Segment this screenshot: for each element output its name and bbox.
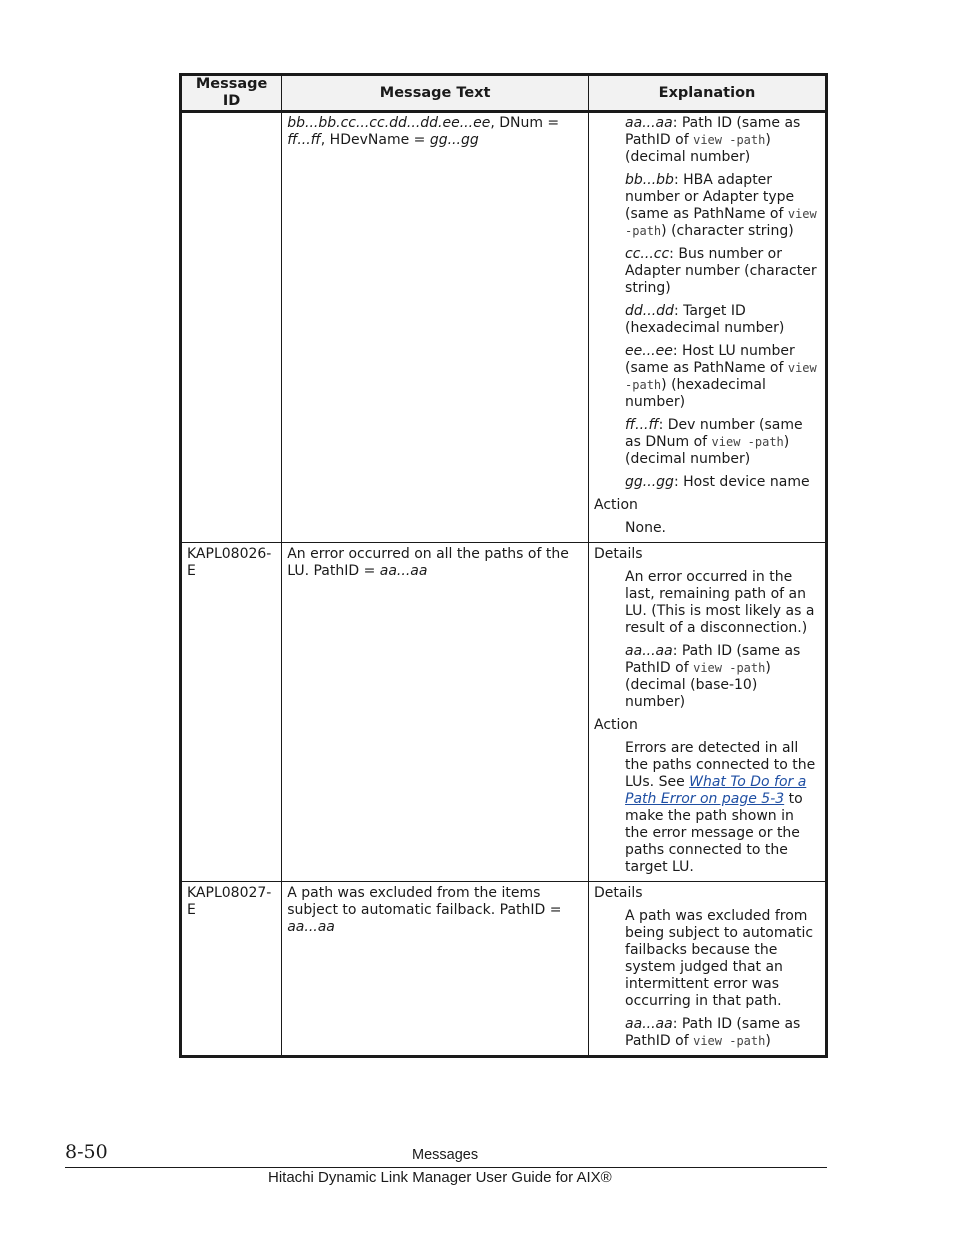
explanation-cell: [589, 882, 827, 1057]
msg-text: , HDevName =: [320, 132, 430, 148]
param-var: aa...aa: [625, 643, 673, 659]
param-desc: ) (hexadecimal number): [625, 377, 766, 410]
param-desc: : Host LU number (same as PathName of: [625, 343, 795, 376]
message-id-cell: KAPL08027-E: [181, 882, 282, 1057]
param-code: view -path: [625, 207, 817, 238]
footer-section: Messages: [412, 1147, 479, 1163]
param-cc: [625, 246, 821, 297]
path-error-link[interactable]: What To Do for a Path Error on page 5-3: [625, 774, 807, 807]
details-text: A path was excluded from being subject to automatic failbacks because the system judged that an intermittent error was occurring in that path.: [625, 908, 814, 1009]
msg-text: An error occurred on all the paths of the LU. PathID =: [287, 546, 569, 579]
param-desc: : Path ID (same as PathID of: [625, 1016, 801, 1049]
param-desc: ) (character string): [661, 223, 794, 239]
param-ee: [625, 343, 821, 411]
param-code: view -path: [625, 361, 817, 392]
msg-var-ff: ff...ff: [287, 132, 321, 148]
msg-var-gg: gg...gg: [429, 132, 479, 148]
msg-var-aa: aa...aa: [379, 563, 428, 579]
param-var: aa...aa: [625, 1016, 673, 1032]
param-var: ff...ff: [625, 417, 659, 433]
table-row: [181, 543, 827, 882]
table-header-row: [181, 75, 827, 112]
param-bb: [625, 172, 821, 240]
page-number: 8-50: [65, 1141, 108, 1163]
action-desc: to make the path shown in the error message or the paths connected to the target LU.: [625, 791, 803, 875]
param-aa: [625, 1016, 821, 1050]
param-aa: [625, 115, 821, 166]
param-desc: ) (decimal number): [625, 132, 771, 165]
message-id-cell: KAPL08026-E: [181, 543, 282, 882]
param-desc: : Dev number (same as DNum of: [625, 417, 803, 450]
message-text-cell: [282, 882, 589, 1057]
param-code: view -path: [693, 1034, 766, 1048]
action-text: [625, 740, 821, 876]
messages-table: [179, 73, 828, 1058]
message-text-cell: [282, 543, 589, 882]
param-ff: [625, 417, 821, 468]
footer-divider: [65, 1167, 827, 1168]
param-var: bb...bb: [625, 172, 674, 188]
details-label: Details: [594, 885, 643, 901]
param-desc: : Bus number or Adapter number (character string): [625, 246, 817, 296]
param-desc: ): [765, 1033, 771, 1049]
table-row: [181, 112, 827, 543]
param-desc: : Host device name: [673, 474, 810, 490]
header-message-id: Message ID: [181, 75, 282, 112]
param-code: view -path: [693, 661, 766, 675]
param-code: view -path: [711, 435, 784, 449]
details-text: An error occurred in the last, remaining path of an LU. (This is most likely as a result of a disconnection.): [625, 569, 815, 636]
details-label: Details: [594, 546, 643, 562]
msg-var-bb-ee: bb...bb.cc...cc.dd...dd.ee...ee: [287, 115, 491, 131]
action-label: Action: [594, 717, 638, 733]
param-var: gg...gg: [625, 474, 674, 490]
header-message-text: Message Text: [282, 75, 589, 112]
param-desc: : Target ID (hexadecimal number): [625, 303, 785, 336]
param-var: cc...cc: [625, 246, 670, 262]
action-desc: Errors are detected in all the paths connected to the LUs. See: [625, 740, 816, 790]
explanation-cell: [589, 543, 827, 882]
action-label: Action: [594, 497, 638, 513]
message-text-cell: [282, 112, 589, 543]
footer-title: Hitachi Dynamic Link Manager User Guide for AIX®: [268, 1169, 612, 1186]
param-var: aa...aa: [625, 115, 673, 131]
param-desc: : Path ID (same as PathID of: [625, 643, 801, 676]
message-id-cell: [181, 112, 282, 543]
param-var: dd...dd: [625, 303, 674, 319]
param-desc: ) (decimal (base-10) number): [625, 660, 771, 710]
msg-text: A path was excluded from the items subject to automatic failback. PathID =: [287, 885, 562, 918]
table-row: [181, 882, 827, 1057]
param-aa: [625, 643, 821, 711]
msg-var-aa: aa...aa: [287, 919, 335, 935]
param-desc: : HBA adapter number or Adapter type (same as PathName of: [625, 172, 795, 222]
header-explanation: Explanation: [589, 75, 827, 112]
explanation-cell: [589, 112, 827, 543]
param-var: ee...ee: [625, 343, 673, 359]
action-text: None.: [625, 520, 667, 536]
param-dd: [625, 303, 821, 337]
param-desc: : Path ID (same as PathID of: [625, 115, 801, 148]
param-code: view -path: [693, 133, 766, 147]
param-desc: ) (decimal number): [625, 434, 790, 467]
param-gg: [625, 474, 821, 491]
msg-text: , DNum =: [490, 115, 560, 131]
